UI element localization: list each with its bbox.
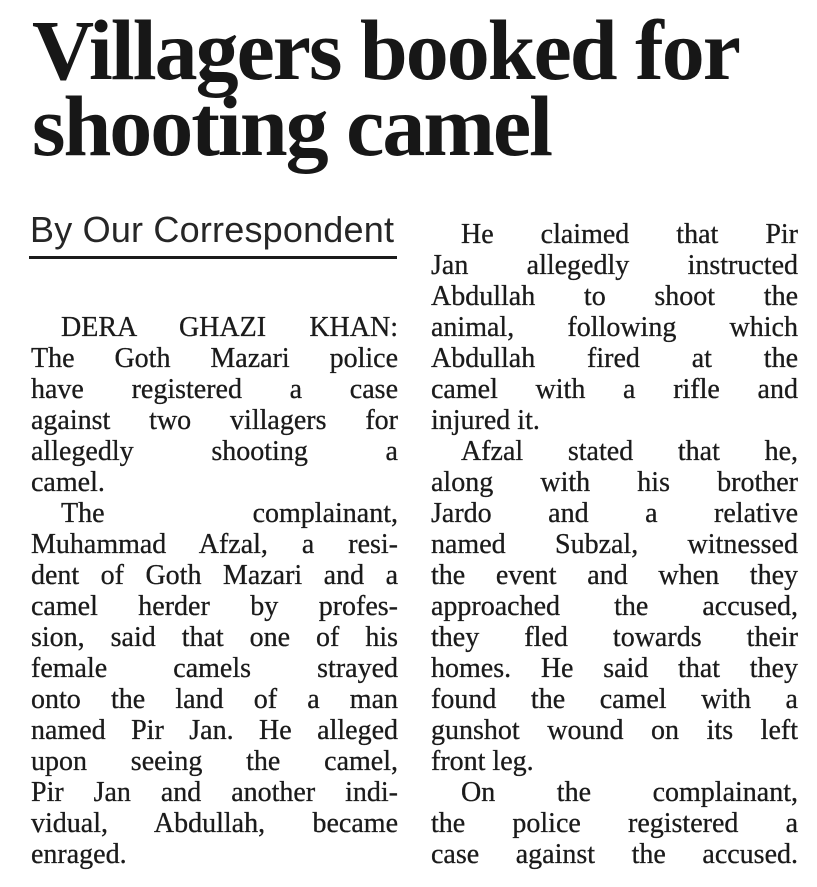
body-line: allegedly shooting a — [31, 436, 398, 467]
body-line: Abdullah fired at the — [431, 343, 798, 374]
article-column-right — [431, 219, 798, 870]
body-line: named Subzal, witnessed — [431, 529, 798, 560]
body-line: homes. He said that they — [431, 653, 798, 684]
article-headline — [32, 2, 794, 174]
article-byline: By Our Correspondent — [30, 209, 395, 250]
body-line: Abdullah to shoot the — [431, 281, 798, 312]
body-line: front leg. — [431, 746, 534, 777]
body-line: enraged. — [31, 839, 127, 870]
body-line: along with his brother — [431, 467, 798, 498]
body-line: camel herder by profes- — [31, 591, 398, 622]
body-line: camel with a rifle and — [431, 374, 798, 405]
body-line: have registered a case — [31, 374, 398, 405]
body-line: DERA GHAZI KHAN: — [61, 312, 398, 343]
body-line: Jardo and a relative — [431, 498, 798, 529]
body-line: female camels strayed — [31, 653, 398, 684]
body-line: vidual, Abdullah, became — [31, 808, 398, 839]
body-line: The complainant, — [61, 498, 398, 529]
body-line: He claimed that Pir — [461, 219, 798, 250]
body-line: sion, said that one of his — [31, 622, 398, 653]
body-line: approached the accused, — [431, 591, 798, 622]
article-column-left — [31, 312, 398, 870]
body-line: case against the accused. — [431, 839, 798, 870]
body-line: upon seeing the camel, — [31, 746, 398, 777]
body-line: against two villagers for — [31, 405, 398, 436]
body-line: Afzal stated that he, — [461, 436, 798, 467]
body-line: the event and when they — [431, 560, 798, 591]
body-line: named Pir Jan. He alleged — [31, 715, 398, 746]
body-line: the police registered a — [431, 808, 798, 839]
headline-line-1: Villagers booked for — [32, 2, 739, 98]
body-line: injured it. — [431, 405, 540, 436]
byline-rule — [29, 256, 397, 259]
body-line: Muhammad Afzal, a resi- — [31, 529, 398, 560]
body-line: they fled towards their — [431, 622, 798, 653]
headline-line-2: shooting camel — [32, 78, 552, 174]
body-line: camel. — [31, 467, 105, 498]
body-line: dent of Goth Mazari and a — [31, 560, 398, 591]
body-line: found the camel with a — [431, 684, 798, 715]
body-line: animal, following which — [431, 312, 798, 343]
body-line: Pir Jan and another indi- — [31, 777, 398, 808]
body-line: onto the land of a man — [31, 684, 398, 715]
body-line: On the complainant, — [461, 777, 798, 808]
body-line: Jan allegedly instructed — [431, 250, 798, 281]
body-line: The Goth Mazari police — [31, 343, 398, 374]
body-line: gunshot wound on its left — [431, 715, 798, 746]
